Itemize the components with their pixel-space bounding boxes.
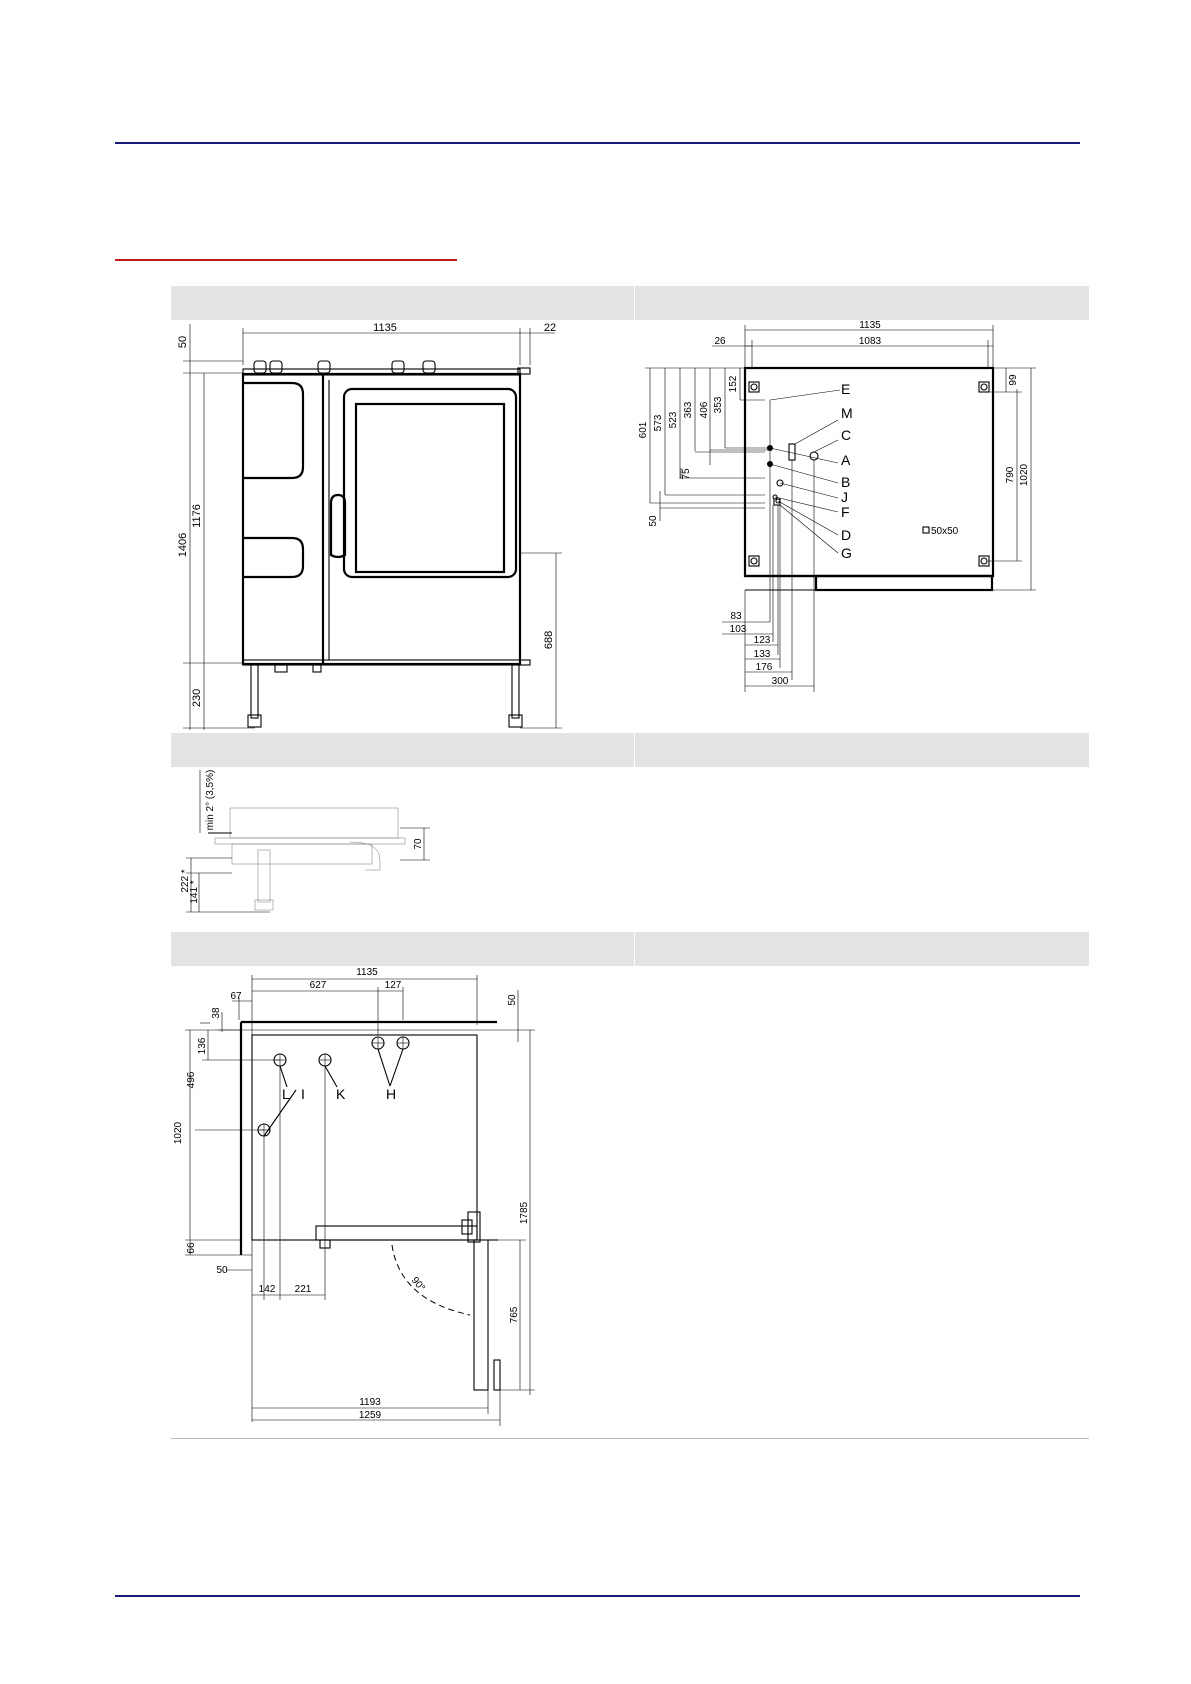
- front-dim-leg-height: 230: [191, 688, 203, 708]
- plan-label-G: G: [841, 545, 852, 561]
- layout-dim-136: 136: [197, 1037, 208, 1055]
- layout-dim-50-left: 50: [216, 1265, 228, 1276]
- front-dim-door-height: 688: [543, 630, 555, 650]
- footer-rule: [115, 1595, 1080, 1597]
- plan-dim-75: 75: [681, 468, 692, 480]
- layout-dim-221: 221: [294, 1284, 312, 1295]
- layout-dim-1785: 1785: [519, 1201, 530, 1225]
- plan-label-J: J: [841, 489, 848, 505]
- front-dim-body-height: 1176: [191, 504, 203, 528]
- layout-dim-142: 142: [258, 1284, 276, 1295]
- plan-dim-83: 83: [730, 611, 742, 622]
- drain-dim-slope: min 2° (3,5%): [205, 769, 216, 831]
- plan-dim-300: 300: [771, 676, 789, 687]
- layout-dim-127: 127: [384, 980, 402, 991]
- layout-dim-1193: 1193: [359, 1397, 381, 1408]
- plan-dim-133: 133: [753, 649, 771, 660]
- plan-label-B: B: [841, 474, 851, 490]
- plan-label-C: C: [841, 427, 852, 443]
- layout-door: [462, 1212, 500, 1390]
- plan-label-M: M: [841, 405, 853, 421]
- plan-dim-406-label: 406: [699, 401, 710, 419]
- drain-dim-222: 222 *: [180, 869, 191, 893]
- plan-dim-99: 99: [1008, 374, 1019, 386]
- plan-dim-103: 103: [729, 624, 747, 635]
- table-bottom-border: [171, 1438, 1089, 1439]
- plan-dim-inner-width: 1083: [858, 336, 882, 347]
- front-dim-width: 1135: [373, 322, 397, 334]
- front-dim-right-offset: 22: [543, 322, 557, 334]
- front-dim-total-height: 1406: [177, 532, 189, 558]
- plan-dim-left-offset: 26: [714, 336, 726, 347]
- plan-dim-523: 523: [668, 411, 679, 429]
- plan-label-F: F: [841, 504, 850, 520]
- drain-dim-141: 141 *: [189, 880, 200, 904]
- plan-dim-790: 790: [1005, 466, 1016, 484]
- plan-label-E: E: [841, 381, 851, 397]
- plan-dim-152: 152: [728, 375, 739, 393]
- plan-dim-50: 50: [648, 515, 659, 527]
- plan-dim-353: 353: [713, 396, 724, 414]
- plan-label-D: D: [841, 527, 852, 543]
- plan-dim-176: 176: [755, 662, 773, 673]
- layout-dim-627: 627: [309, 980, 327, 991]
- layout-dim-angle: 90°: [408, 1275, 427, 1294]
- plan-dim-363: 363: [683, 401, 694, 419]
- layout-dim-50-top: 50: [507, 994, 518, 1006]
- layout-label-K: K: [336, 1086, 346, 1102]
- layout-dim-66: 66: [186, 1242, 197, 1254]
- plan-dim-width: 1135: [859, 320, 881, 331]
- layout-dim-496: 496: [186, 1071, 197, 1089]
- plan-foot-size: 50x50: [931, 526, 959, 537]
- front-dim-top-offset: 50: [177, 335, 189, 349]
- layout-label-L: L: [282, 1086, 290, 1102]
- plan-dim-601: 601: [638, 421, 649, 439]
- plan-dim-123: 123: [753, 635, 771, 646]
- layout-dim-1020: 1020: [173, 1121, 184, 1145]
- layout-dim-38: 38: [211, 1007, 222, 1019]
- plan-dim-573: 573: [653, 414, 664, 432]
- layout-dim-1135: 1135: [356, 967, 378, 978]
- layout-label-I: I: [301, 1086, 305, 1102]
- plan-label-A: A: [841, 452, 851, 468]
- layout-dim-1259: 1259: [358, 1410, 382, 1421]
- plan-dim-1020: 1020: [1019, 463, 1030, 487]
- drain-dim-70: 70: [413, 838, 424, 850]
- layout-label-H: H: [386, 1086, 397, 1102]
- layout-dim-67: 67: [230, 991, 242, 1002]
- layout-dim-765: 765: [509, 1306, 520, 1324]
